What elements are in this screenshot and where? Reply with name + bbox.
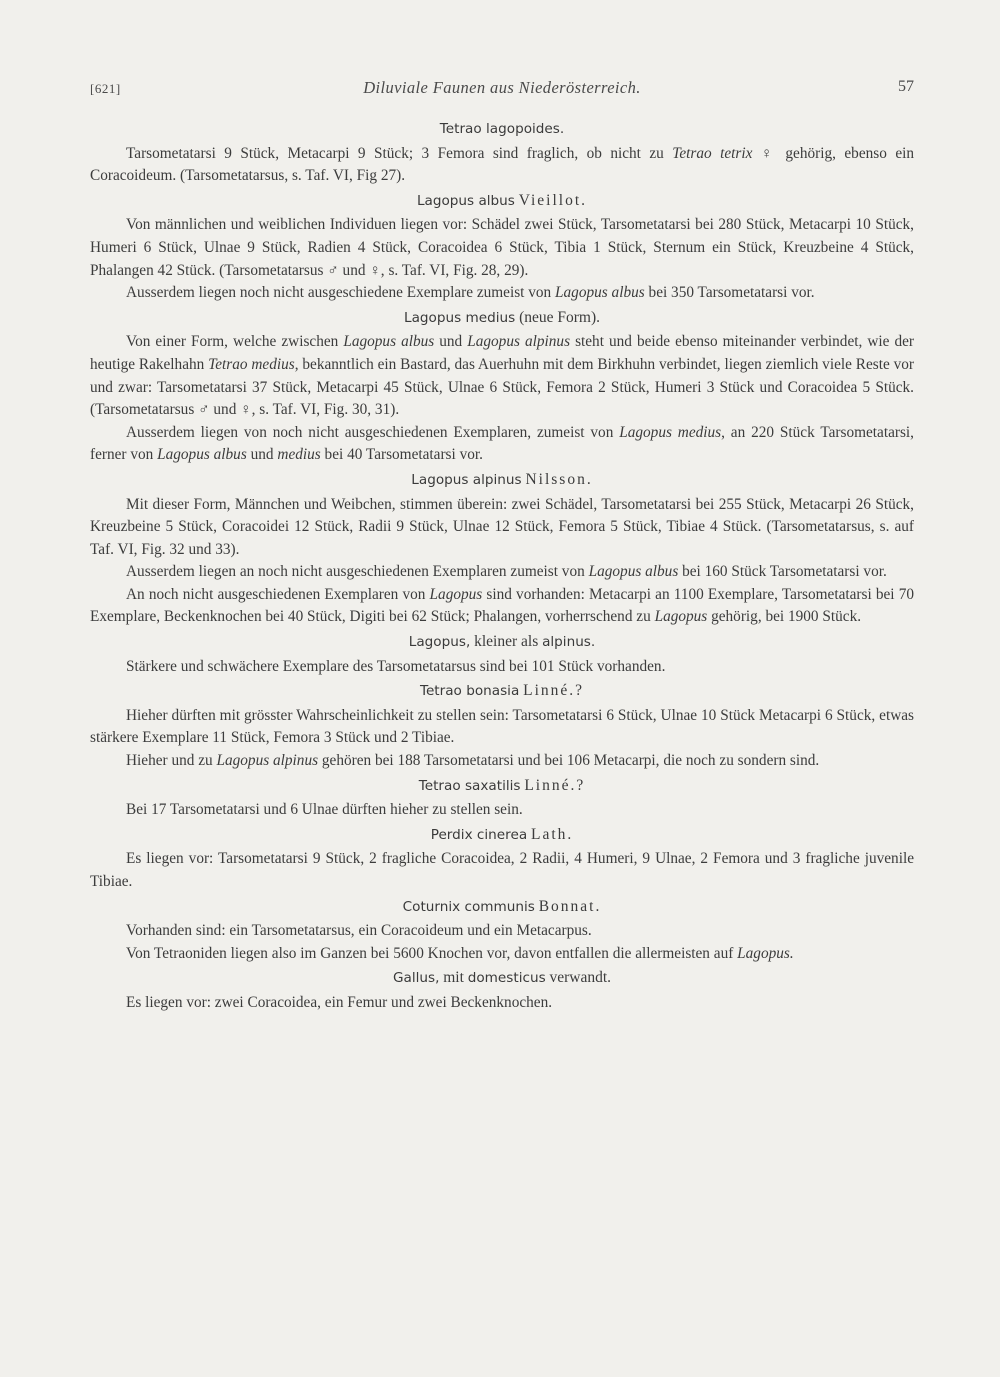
paragraph (90, 992, 914, 1015)
paragraph (90, 214, 914, 282)
section-heading (90, 307, 914, 330)
text-run: Hieher und zu (126, 752, 217, 770)
species-name: Gallus, (392, 970, 440, 987)
paragraph (90, 943, 914, 966)
italic-taxon: medius (277, 446, 321, 464)
text-run: Es liegen vor: zwei Coracoidea, ein Femur und zwei Beckenknochen. (126, 993, 553, 1011)
species-name: Lagopus medius (404, 309, 516, 326)
paragraph (90, 143, 914, 188)
text-run: Bei 17 Tarsometatarsi und 6 Ulnae dürften hieher zu stellen sein. (126, 801, 523, 819)
text-run: Vorhanden sind: ein Tarsometatarsus, ein Coracoideum und ein Metacarpus. (126, 922, 592, 940)
species-author: Linné.? (523, 682, 585, 700)
running-header (90, 78, 914, 102)
section-heading (90, 680, 914, 703)
species-name: Perdix cinerea (430, 826, 528, 843)
text-run: Von männlichen und weiblichen Individuen liegen vor: Schädel zwei Stück, Tarsometatarsi bei 280 Stück, Metacarpi 10 Stück, Humeri 6 Stück, Ulnae 9 Stück, Radien 4 Stück, Coracoidea 6 Stück, Tibia 1 Stück, Sternum ein Stück, Kreuzbeine 4 Stück, Phalangen 42 Stück. (Tarsometatarsus ♂ und ♀, s. Taf. VI, Fig. 28, 29). (90, 216, 914, 279)
text-run: bei 40 Tarsometatarsi vor. (320, 446, 483, 464)
text-run: und (434, 333, 468, 351)
text-run: Von Tetraoniden liegen also im Ganzen bei 5600 Knochen vor, davon entfallen die allermeisten auf (126, 944, 738, 962)
text-run: gehörig, bei 1900 Stück. (707, 608, 862, 626)
text-run: , an 220 Stück Tarsometatarsi, ferner von (90, 423, 914, 464)
text-run: steht und beide ebenso miteinander verbindet, wie der heutige Rakelhahn (90, 333, 915, 373)
species-name: Lagopus albus (416, 192, 515, 209)
text-run: Hieher dürften mit grösster Wahrscheinlichkeit zu stellen sein: Tarsometatarsi 6 Stück, Ulnae 10 Stück Metacarpi 6 Stück, etwas stärkere Exemplare 11 Stück, Femora 3 Stück und 2 Tibiae. (90, 706, 914, 747)
italic-taxon: Lagopus albus (555, 284, 645, 302)
text-run: Tarsometatarsi 9 Stück, Metacarpi 9 Stück; 3 Femora sind fraglich, ob nicht zu (126, 144, 673, 162)
text-run: Es liegen vor: Tarsometatarsi 9 Stück, 2 fragliche Coracoidea, 2 Radii, 4 Humeri, 9 Ulnae, 2 Femora und 3 fragliche juvenile Tibiae. (90, 850, 914, 890)
species-name: Lagopus alpinus (411, 471, 522, 488)
italic-taxon: Tetrao medius (208, 355, 295, 373)
text-run: Stärkere und schwächere Exemplare des Tarsometatarsus sind bei 101 Stück vorhanden. (126, 657, 666, 675)
section-heading (90, 118, 914, 141)
heading-note: (neue Form). (519, 308, 600, 326)
section-heading (90, 824, 914, 847)
text-run: Ausserdem liegen noch nicht ausgeschiedene Exemplare zumeist von (126, 284, 556, 302)
paragraph (90, 920, 914, 943)
text-run: Mit dieser Form, Männchen und Weibchen, stimmen überein: zwei Schädel, Tarsometatarsi bei 255 Stück, Metacarpi 26 Stück, Kreuzbeine 5 Stück, Coracoidei 12 Stück, Radii 9 Stück, Ulnae 12 Stück, Femora 5 Stück, Tibiae 4 Stück. (Tarsometatarsus, s. auf Taf. VI, Fig. 32 und 33). (90, 495, 914, 558)
section-heading (90, 967, 914, 990)
text-run: bei 350 Tarsometatarsi vor. (644, 284, 815, 302)
page-reference: [621] (90, 81, 121, 96)
species-author: Nilsson. (525, 470, 593, 488)
italic-taxon: Lagopus albus (343, 333, 435, 351)
paragraph (90, 656, 914, 679)
paragraph (90, 494, 914, 562)
text-run: , bekanntlich ein Bastard, das Auerhuhn mit dem Birkhuhn verbindet, liegen ziemlich viele Reste vor und zwar: Tarsometatarsi 37 Stück, Metacarpi 45 Stück, Ulnae 6 Stück, Femora 2 Stück, Humeri 3 Stück und Coracoidea 5 Stück. (Tarsometatarsus ♂ und ♀, s. Taf. VI, Fig. 30, 31). (90, 355, 914, 419)
page-number: 57 (898, 78, 914, 95)
page-body (90, 116, 914, 1015)
paragraph (90, 561, 914, 584)
italic-taxon: Lagopus albus (157, 446, 247, 464)
species-author: Lath. (530, 825, 574, 843)
text-run: An noch nicht ausgeschiedenen Exemplaren von (126, 585, 430, 603)
text-run: gehören bei 188 Tarsometatarsi und bei 106 Metacarpi, die noch zu sondern sind. (318, 752, 820, 770)
text-run: ♀ gehörig, ebenso ein Coracoideum. (Tarsometatarsus, s. Taf. VI, Fig 27). (90, 144, 915, 185)
section-heading (90, 631, 914, 654)
paragraph (90, 705, 914, 750)
species-name: Coturnix communis (402, 898, 535, 915)
paragraph (90, 750, 914, 773)
text-run: sind vorhanden: Metacarpi an 1100 Exemplare, Tarsometatarsi bei 70 Exemplare, Beckenknochen bei 40 Stück, Digiti bei 62 Stück; Phalangen, vorherrschend zu (90, 585, 914, 626)
paragraph (90, 331, 914, 421)
species-name: domesticus (467, 970, 546, 987)
text-run: Ausserdem liegen von noch nicht ausgeschiedenen Exemplaren, zumeist von (126, 423, 620, 441)
italic-taxon: Tetrao tetrix (672, 144, 753, 162)
text-run: bei 160 Stück Tarsometatarsi vor. (678, 563, 887, 581)
italic-taxon: Lagopus alpinus (467, 333, 571, 351)
text-run: Von einer Form, welche zwischen (126, 333, 344, 351)
species-name: Tetrao saxatilis (418, 777, 521, 794)
heading-note: verwandt. (549, 969, 612, 987)
heading-note: mit (443, 969, 464, 987)
paragraph (90, 422, 914, 467)
species-author: Vieillot. (518, 191, 588, 209)
species-author: Bonnat. (538, 897, 602, 915)
paragraph (90, 584, 914, 629)
species-name: Tetrao lagopoides. (439, 121, 565, 137)
paragraph (90, 282, 914, 305)
section-heading (90, 896, 914, 919)
text-run: und (246, 446, 278, 464)
italic-taxon: Lagopus. (737, 944, 794, 962)
text-run: Ausserdem liegen an noch nicht ausgeschiedenen Exemplaren zumeist von (126, 563, 589, 581)
italic-taxon: Lagopus medius (619, 423, 722, 441)
species-name: Tetrao bonasia (419, 683, 520, 700)
italic-taxon: Lagopus alpinus (216, 752, 319, 770)
heading-note: kleiner als (474, 633, 539, 651)
paragraph (90, 799, 914, 822)
italic-taxon: Lagopus (654, 608, 708, 626)
species-author: Linné.? (524, 776, 586, 794)
italic-taxon: Lagopus albus (588, 563, 679, 581)
section-heading (90, 190, 914, 213)
running-title: Diluviale Faunen aus Niederösterreich. (363, 78, 641, 97)
species-name: alpinus. (542, 634, 596, 651)
species-name: Lagopus, (408, 634, 471, 651)
paragraph (90, 848, 914, 893)
italic-taxon: Lagopus (429, 585, 483, 603)
section-heading (90, 775, 914, 798)
section-heading (90, 469, 914, 492)
